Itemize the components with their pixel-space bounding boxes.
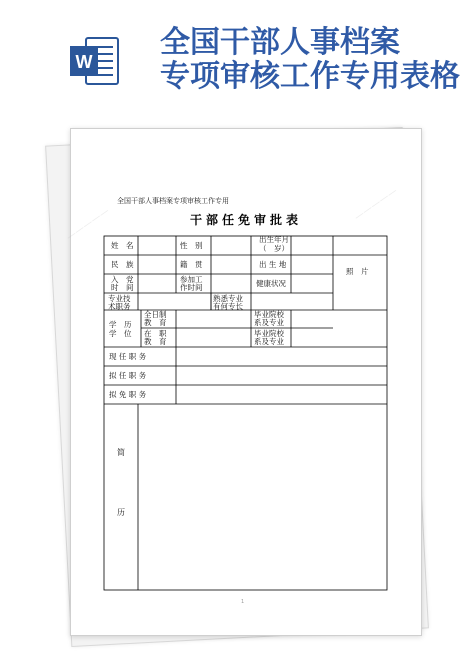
label-inservice-2: 教 育 xyxy=(144,337,167,346)
form-title: 干部任免审批表 xyxy=(189,213,302,227)
label-party-join-1: 入 党 xyxy=(111,275,134,284)
label-proposed-removal: 拟 免 职 务 xyxy=(109,390,147,399)
document-page xyxy=(64,128,422,636)
label-fulltime-2: 教 育 xyxy=(144,318,167,327)
label-school-2: 系及专业 xyxy=(254,318,284,327)
label-inservice-1: 在 职 xyxy=(144,329,167,338)
label-education-2: 学 位 xyxy=(109,329,132,338)
label-school2-2: 系及专业 xyxy=(254,337,284,346)
label-expertise-1: 熟悉专业 xyxy=(213,294,243,303)
label-current-post: 现 任 职 务 xyxy=(109,352,147,361)
label-resume-2: 历 xyxy=(117,508,125,517)
form-grid xyxy=(71,129,421,635)
label-work-start-2: 作时间 xyxy=(180,283,203,292)
label-fulltime-1: 全日制 xyxy=(144,310,167,319)
form-subtitle: 全国干部人事档案专项审核工作专用 xyxy=(117,197,229,205)
label-birth: 出生年月 xyxy=(259,235,289,244)
label-birthplace: 出 生 地 xyxy=(259,260,287,269)
banner-title-line-2: 专项审核工作专用表格 xyxy=(160,59,460,94)
svg-text:W: W xyxy=(75,52,93,72)
label-photo: 照 片 xyxy=(346,267,369,276)
banner-title-line-1: 全国干部人事档案 xyxy=(160,25,400,60)
label-school-1: 毕业院校 xyxy=(254,310,284,319)
word-document-icon xyxy=(68,34,122,88)
label-school2-1: 毕业院校 xyxy=(254,329,284,338)
header-banner xyxy=(0,0,474,120)
watermark: ————— xyxy=(352,185,400,224)
page-number: 1 xyxy=(241,599,245,605)
label-education-1: 学 历 xyxy=(109,320,132,329)
label-gender: 性 别 xyxy=(180,241,203,250)
label-health: 健康状况 xyxy=(256,279,286,288)
label-work-start-1: 参加工 xyxy=(180,275,203,284)
label-proposed-post: 拟 任 职 务 xyxy=(109,371,147,380)
label-tech-title-2: 术职务 xyxy=(108,302,131,311)
label-ethnicity: 民 族 xyxy=(111,260,134,269)
label-native-place: 籍 贯 xyxy=(180,260,203,269)
banner-title xyxy=(160,26,460,94)
label-party-join-2: 时 间 xyxy=(111,283,134,292)
label-tech-title-1: 专业技 xyxy=(108,294,131,303)
label-expertise-2: 有何专长 xyxy=(213,302,243,311)
label-resume-1: 简 xyxy=(117,448,125,457)
label-age: （ 岁） xyxy=(259,244,289,253)
label-name: 姓 名 xyxy=(111,241,134,250)
watermark: ————— xyxy=(64,205,112,244)
